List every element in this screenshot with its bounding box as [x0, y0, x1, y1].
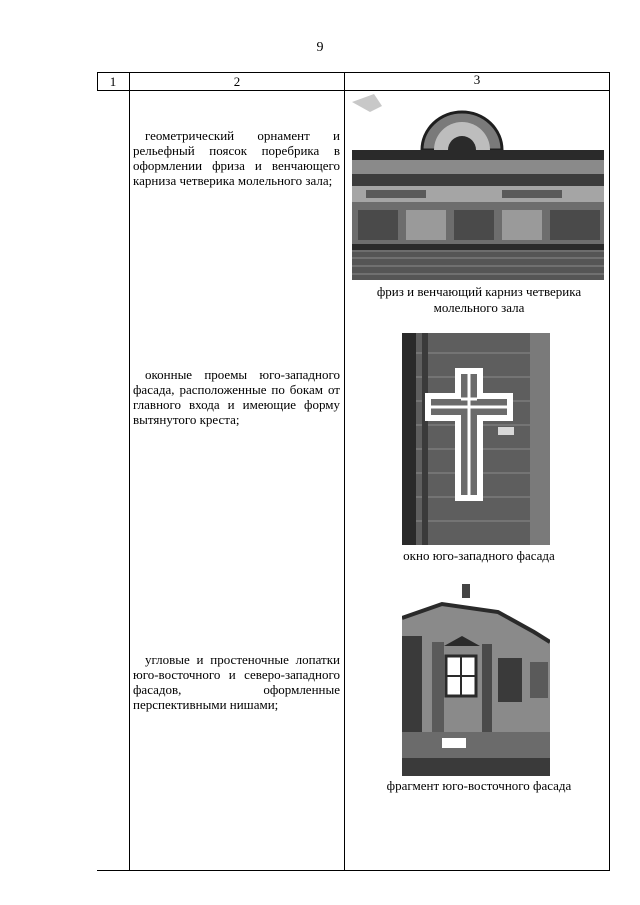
facade-fragment-photo: [402, 582, 550, 776]
table-bottom-border: [97, 870, 610, 871]
row-1-caption: фриз и венчающий карниз четверика молельного зала: [376, 284, 582, 315]
frieze-photo: [352, 92, 604, 280]
row-2-description: оконные проемы юго-западного фасада, расположенные по бокам от главного входа и имеющие форму вытянутого креста;: [133, 367, 340, 427]
table-right-border: [609, 72, 610, 871]
table-col-divider-1: [129, 72, 130, 871]
row-2-caption: окно юго-западного фасада: [403, 548, 555, 563]
cross-window-photo: [402, 333, 550, 545]
row-3-description: угловые и простеночные лопатки юго-восточного и северо-западного фасадов, оформленные перспективными нишами;: [133, 652, 340, 712]
table-col-divider-2: [344, 72, 345, 871]
column-header-1: 1: [109, 74, 117, 89]
page-number: 9: [316, 40, 324, 55]
row-3-caption: фрагмент юго-восточного фасада: [386, 778, 572, 793]
column-header-3: 3: [473, 72, 481, 87]
column-header-2: 2: [233, 74, 241, 89]
table-header-border: [97, 90, 610, 91]
row-1-description: геометрический орнамент и рельефный поясок поребрика в оформлении фриза и венчающего карниза четверика молельного зала;: [133, 128, 340, 188]
